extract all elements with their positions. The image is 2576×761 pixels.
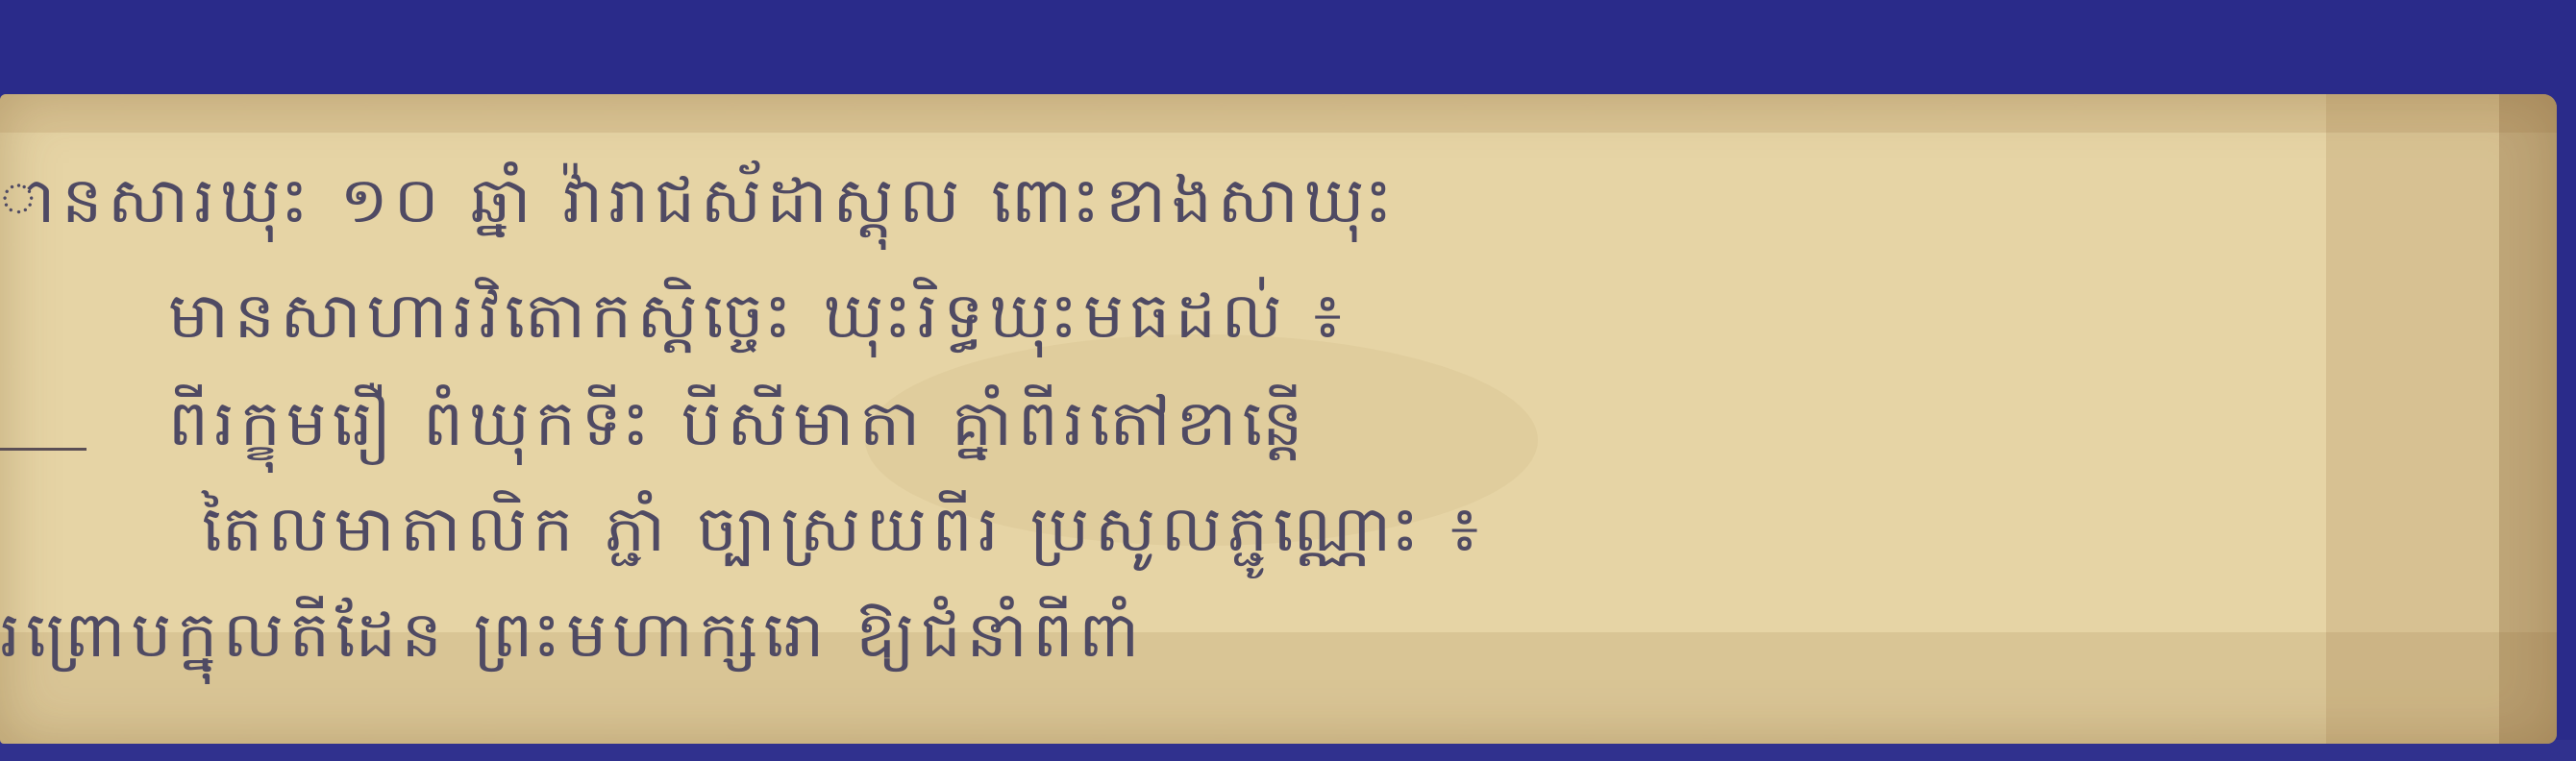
manuscript-line-1: ានសារឃុះ ១០ ឆ្នាំ វ៉ារាជស័ដាស្ដុល ពោះខាងសាឃុះ bbox=[0, 163, 1399, 237]
manuscript-line-3: ពីរក្ខុមរឿ ពំឃុកទីះ បីសីមាតា គ្នាំពីរតៅខាន្ដើ bbox=[168, 386, 1309, 460]
leaf-right-edge bbox=[2499, 94, 2557, 744]
palm-leaf-manuscript bbox=[0, 94, 2557, 744]
leaf-top-stain bbox=[0, 94, 2557, 133]
manuscript-line-2: មានសាហារវិតោកស្ដិច្ចេះ ឃុះរិទ្ធឃុះមធដល់ ៖ bbox=[168, 279, 1348, 353]
leaf-right-stain bbox=[2326, 94, 2557, 744]
binding-string bbox=[0, 448, 87, 451]
manuscript-line-4: តៃលមាតាលិក ភ្ជាំ ច្បាស្រយពីរ ប្រសូលភ្ជូណ្ណោះ ៖ bbox=[202, 492, 1485, 566]
manuscript-line-5: រព្រោបក្នុលតីដែន ព្រះមហាក្សរោ ឱ្យជំនាំពីពាំ bbox=[0, 598, 1146, 672]
